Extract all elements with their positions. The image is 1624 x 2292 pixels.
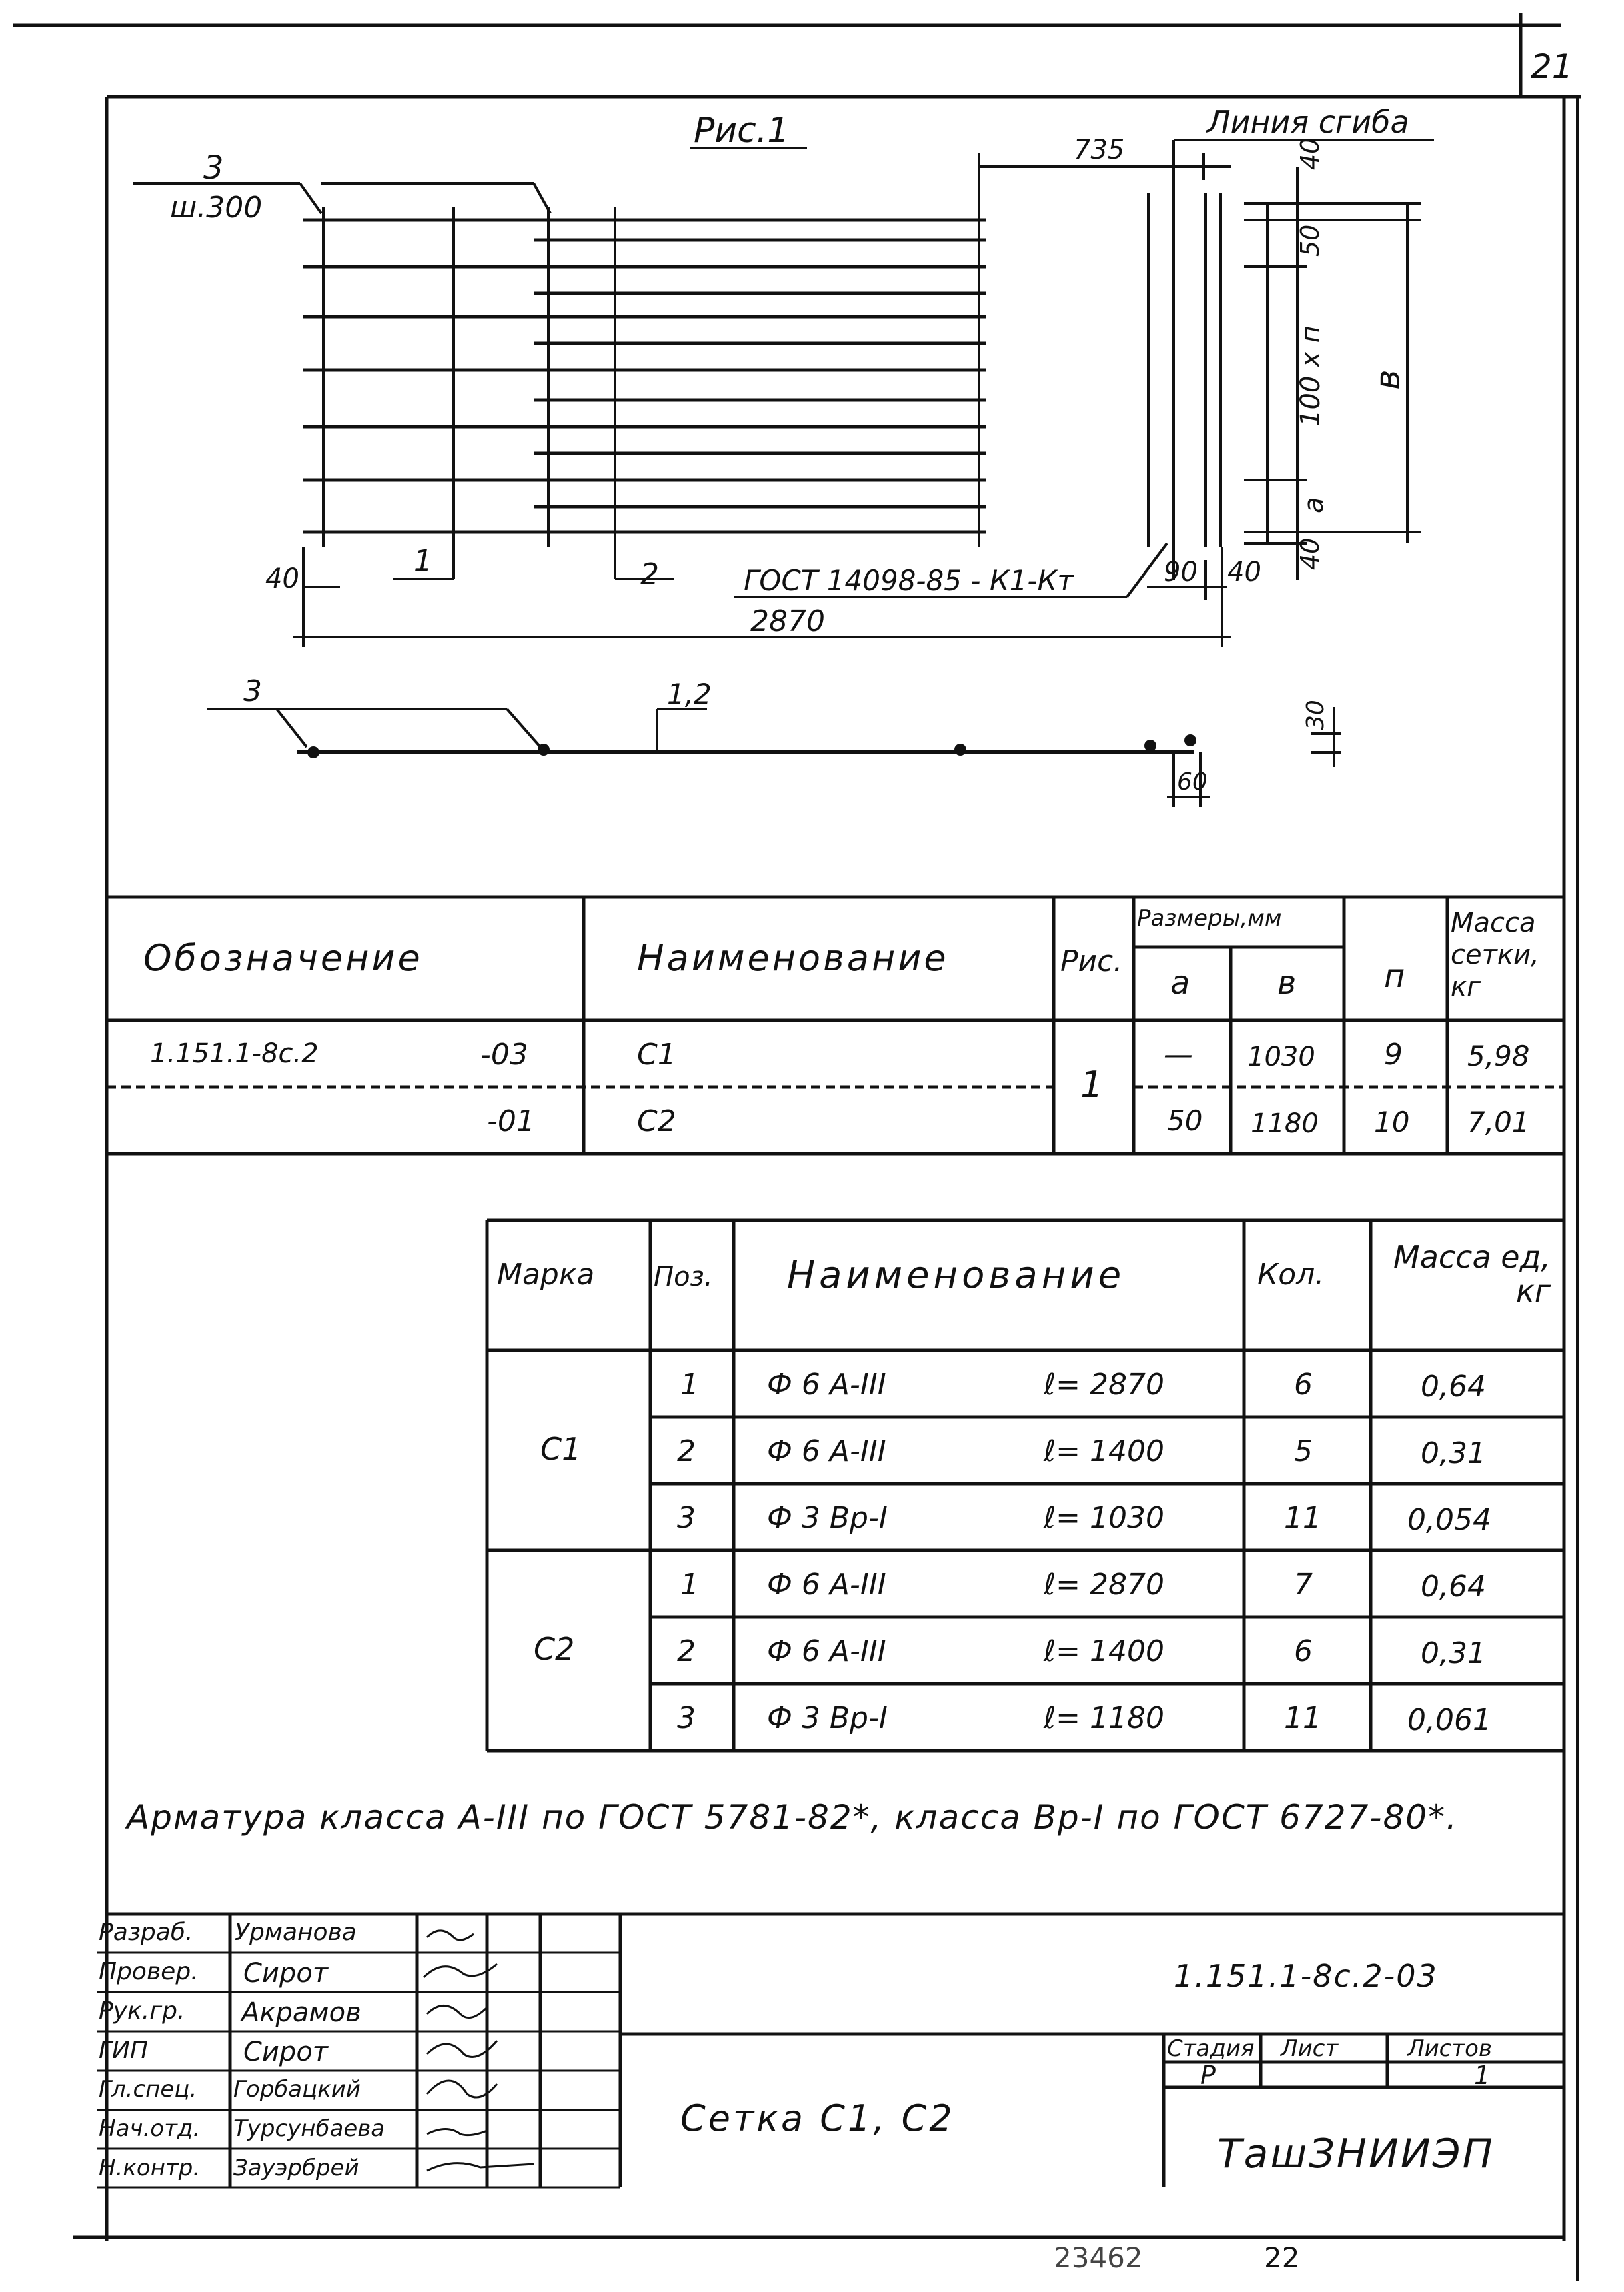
dim-60: 60: [1177, 768, 1208, 796]
spec-header-mark: Марка: [497, 1258, 595, 1292]
spec-c1-r1-pos: 1: [680, 1368, 699, 1402]
dim-a: а: [1299, 497, 1329, 513]
tb-name-2: Сирот: [243, 1958, 329, 1989]
dim-40-top: 40: [1295, 137, 1325, 170]
spec-mark-c1: С1: [540, 1431, 582, 1467]
mesh-row1-designation: 1.151.1-8с.2: [150, 1038, 319, 1069]
mesh-row2-suffix: -01: [487, 1104, 535, 1138]
signatures: [424, 1931, 534, 2171]
spec-c2-r3-name: Ф 3 Вр-I: [767, 1701, 888, 1735]
sheet-number: 21: [1531, 47, 1573, 86]
spec-c2-r3-qty: 11: [1284, 1701, 1321, 1735]
spec-c1-r3-qty: 11: [1284, 1501, 1321, 1535]
mesh-row1-suffix: -03: [480, 1038, 528, 1072]
tb-stage-value: Р: [1200, 2061, 1216, 2090]
spec-c1-r2-len: ℓ= 1400: [1044, 1434, 1165, 1468]
dim-40-bottom: 40: [1295, 537, 1325, 570]
spec-c1-r3-name: Ф 3 Вр-I: [767, 1501, 888, 1535]
section-callout-12: 1,2: [667, 678, 712, 710]
tb-role-2: Провер.: [99, 1958, 199, 1985]
mesh-fig-value: 1: [1080, 1064, 1104, 1106]
spec-c2-r2-len: ℓ= 1400: [1044, 1634, 1165, 1668]
spec-c1-r2-qty: 5: [1294, 1434, 1313, 1468]
mesh-row2-name: С2: [637, 1104, 676, 1138]
dim-90: 90: [1164, 557, 1198, 588]
mesh-header-n: п: [1384, 958, 1405, 995]
tb-name-7: Зауэрбрей: [233, 2155, 359, 2181]
tb-name-5: Горбацкий: [233, 2076, 361, 2103]
gost-label: ГОСТ 14098-85 - К1-Кт: [744, 564, 1074, 597]
figure-title: Рис.1: [694, 111, 790, 151]
mesh-row2-v: 1180: [1251, 1108, 1319, 1139]
spec-c2-r2-mass: 0,31: [1421, 1636, 1486, 1670]
tb-role-6: Нач.отд.: [99, 2115, 201, 2142]
mesh-row1-v: 1030: [1247, 1042, 1315, 1072]
spec-c2-r2-pos: 2: [677, 1634, 696, 1668]
tb-doc-code: 1.151.1-8с.2-03: [1174, 1958, 1438, 1994]
tb-doc-title: Сетка С1, С2: [680, 2097, 955, 2139]
tb-role-5: Гл.спец.: [99, 2076, 197, 2103]
mesh-header-name: Наименование: [637, 937, 949, 979]
spec-c1-r1-mass: 0,64: [1421, 1370, 1486, 1404]
tb-role-4: ГИП: [99, 2037, 149, 2064]
mesh-header-designation: Обозначение: [143, 937, 423, 979]
mesh-header-sizes: Размеры,мм: [1137, 905, 1282, 932]
callout-1: 1: [414, 544, 432, 578]
section-bar-5: [1184, 734, 1196, 746]
dim-40-right: 40: [1227, 557, 1261, 588]
spec-c1-r1-name: Ф 6 А-III: [767, 1368, 886, 1402]
spec-c2-r1-len: ℓ= 2870: [1044, 1568, 1165, 1602]
spec-c2-r1-pos: 1: [680, 1568, 699, 1602]
section-callout-3: 3: [243, 674, 262, 708]
dim-30: 30: [1302, 700, 1329, 730]
spec-header-mass: Масса ед, кг: [1393, 1239, 1551, 1309]
dim-735: 735: [1074, 135, 1125, 165]
mesh-header-a: а: [1170, 964, 1190, 1002]
spec-c1-r3-pos: 3: [677, 1501, 696, 1535]
spec-mark-c2: С2: [534, 1631, 575, 1667]
callout-2: 2: [640, 557, 659, 592]
spec-c2-r3-mass: 0,061: [1407, 1703, 1491, 1737]
spec-c1-r2-pos: 2: [677, 1434, 696, 1468]
spec-c1-r3-mass: 0,054: [1407, 1503, 1491, 1537]
spec-header-pos: Поз.: [654, 1262, 713, 1292]
tb-sheets-label: Листов: [1407, 2035, 1493, 2062]
dim-100n: 100 х п: [1295, 325, 1326, 427]
tb-name-3: Акрамов: [241, 1997, 361, 2028]
callout-3: 3: [203, 149, 224, 187]
spec-c2-r2-name: Ф 6 А-III: [767, 1634, 886, 1668]
mesh-row2-a: 50: [1167, 1104, 1203, 1137]
footer-inventory: 23462: [1054, 2241, 1143, 2274]
callout-3-pitch: ш.300: [170, 191, 263, 225]
spec-c2-r2-qty: 6: [1294, 1634, 1313, 1668]
mesh-row1-name: С1: [637, 1038, 676, 1072]
mesh-header-mass: Масса сетки, кг: [1451, 908, 1539, 1002]
spec-c2-r1-qty: 7: [1294, 1568, 1313, 1602]
tb-sheet-label: Лист: [1281, 2035, 1339, 2062]
spec-c1-r1-qty: 6: [1294, 1368, 1313, 1402]
tb-role-1: Разраб.: [99, 1919, 193, 1946]
spec-header-qty: Кол.: [1257, 1258, 1325, 1292]
tb-role-7: Н.контр.: [99, 2155, 201, 2181]
mesh-row1-a: —: [1164, 1038, 1193, 1072]
dim-2870: 2870: [750, 604, 825, 638]
fold-line-label: Линия сгиба: [1207, 104, 1409, 140]
spec-c1-r1-len: ℓ= 2870: [1044, 1368, 1165, 1402]
tb-name-6: Турсунбаева: [233, 2115, 385, 2142]
mesh-header-fig: Рис.: [1060, 944, 1123, 978]
mesh-row1-mass: 5,98: [1467, 1040, 1530, 1072]
section-bar-2: [538, 744, 550, 756]
spec-c2-r3-len: ℓ= 1180: [1044, 1701, 1165, 1735]
tb-organization: ТашЗНИИЭП: [1217, 2131, 1495, 2177]
spec-c2-r1-name: Ф 6 А-III: [767, 1568, 886, 1602]
tb-name-1: Урманова: [235, 1919, 357, 1946]
mesh-row1-n: 9: [1384, 1038, 1403, 1072]
mesh-header-v: в: [1277, 964, 1297, 1002]
dim-v: в: [1368, 369, 1408, 390]
footer-page: 22: [1264, 2241, 1300, 2274]
mesh-row2-n: 10: [1374, 1106, 1410, 1138]
tb-stage-label: Стадия: [1167, 2035, 1255, 2062]
mesh-row2-mass: 7,01: [1467, 1106, 1530, 1138]
spec-c1-r3-len: ℓ= 1030: [1044, 1501, 1165, 1535]
section-bar-4: [1144, 740, 1156, 752]
tb-role-3: Рук.гр.: [99, 1997, 185, 2025]
section-bar-3: [954, 744, 966, 756]
tb-sheets-value: 1: [1474, 2061, 1491, 2090]
spec-header-name: Наименование: [787, 1254, 1126, 1297]
tb-name-4: Сирот: [243, 2037, 329, 2067]
section-bar-1: [307, 746, 319, 758]
spec-c1-r2-name: Ф 6 А-III: [767, 1434, 886, 1468]
spec-c2-r3-pos: 3: [677, 1701, 696, 1735]
reinforcement-note: Арматура класса А-III по ГОСТ 5781-82*, класса Вр-I по ГОСТ 6727-80*.: [127, 1798, 1458, 1837]
spec-c1-r2-mass: 0,31: [1421, 1436, 1486, 1470]
dim-40-left: 40: [265, 563, 299, 594]
dim-50: 50: [1295, 224, 1325, 257]
spec-c2-r1-mass: 0,64: [1421, 1570, 1486, 1604]
